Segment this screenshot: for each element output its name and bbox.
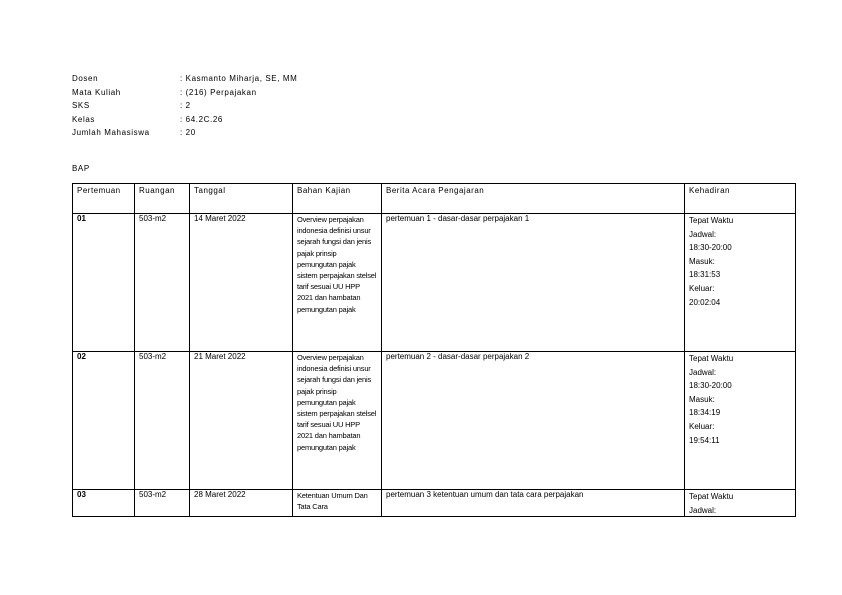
info-label: SKS xyxy=(72,101,90,110)
info-value: : 2 xyxy=(180,101,191,110)
cell-pertemuan: 02 xyxy=(73,352,135,490)
table-header-row xyxy=(73,184,796,214)
bap-table xyxy=(72,183,796,517)
kehadiran-masuk-label: Masuk: xyxy=(689,394,715,404)
cell-berita-acara: pertemuan 1 - dasar-dasar perpajakan 1 xyxy=(382,214,685,352)
cell-bahan-kajian: Overview perpajakan indonesia definisi unsur sejarah fungsi dan jenis pajak prinsip pemungutan pajak sistem perpajakan stelsel tarif sesuai UU HPP 2021 dan hambatan pemungutan pajak xyxy=(293,352,382,490)
cell-tanggal: 21 Maret 2022 xyxy=(190,352,293,490)
header-tanggal: Tanggal xyxy=(190,184,293,214)
header-ruangan: Ruangan xyxy=(135,184,190,214)
header-bahan-kajian: Bahan Kajian xyxy=(293,184,382,214)
cell-pertemuan: 03 xyxy=(73,490,135,517)
kehadiran-status: Tepat Waktu xyxy=(689,216,734,225)
course-info xyxy=(72,72,297,140)
kehadiran-keluar-value: 20:02:04 xyxy=(689,297,721,307)
cell-berita-acara: pertemuan 2 - dasar-dasar perpajakan 2 xyxy=(382,352,685,490)
info-value: : (216) Perpajakan xyxy=(180,87,257,97)
cell-kehadiran xyxy=(685,352,796,490)
header-pertemuan: Pertemuan xyxy=(73,184,135,214)
info-label: Dosen xyxy=(72,74,99,83)
info-label: Mata Kuliah xyxy=(72,87,121,97)
kehadiran-jadwal-value: 18:30-20:00 xyxy=(689,381,732,391)
kehadiran-jadwal-label: Jadwal: xyxy=(689,505,717,515)
kehadiran-keluar-value: 19:54:11 xyxy=(689,435,720,445)
info-row-kelas xyxy=(72,113,297,127)
cell-ruangan: 503-m2 xyxy=(135,490,190,517)
cell-tanggal: 14 Maret 2022 xyxy=(190,214,293,352)
kehadiran-keluar-label: Keluar: xyxy=(689,283,715,293)
cell-ruangan: 503-m2 xyxy=(135,214,190,352)
kehadiran-jadwal-label: Jadwal: xyxy=(689,229,717,239)
kehadiran-status: Tepat Waktu xyxy=(689,492,734,501)
info-label: Kelas xyxy=(72,114,96,124)
kehadiran-masuk-label: Masuk: xyxy=(689,256,715,266)
kehadiran-masuk-value: 18:31:53 xyxy=(689,270,721,280)
cell-kehadiran xyxy=(685,490,796,517)
kehadiran-jadwal-label: Jadwal: xyxy=(689,367,717,377)
table-row xyxy=(73,490,796,517)
info-value: : 64.2C.26 xyxy=(180,114,223,124)
header-berita-acara: Berita Acara Pengajaran xyxy=(382,184,685,214)
cell-bahan-kajian: Overview perpajakan indonesia definisi unsur sejarah fungsi dan jenis pajak prinsip pemungutan pajak sistem perpajakan stelsel tarif sesuai UU HPP 2021 dan hambatan pemungutan pajak xyxy=(293,214,382,352)
info-value: : 20 xyxy=(180,128,196,137)
info-row-jumlah-mahasiswa xyxy=(72,126,297,140)
info-row-sks xyxy=(72,99,297,113)
info-label: Jumlah Mahasiswa xyxy=(72,128,150,137)
info-row-dosen xyxy=(72,72,297,86)
kehadiran-jadwal-value: 18:30-20:00 xyxy=(689,243,732,253)
cell-tanggal: 28 Maret 2022 xyxy=(190,490,293,517)
kehadiran-masuk-value: 18:34:19 xyxy=(689,408,721,418)
table-row xyxy=(73,352,796,490)
cell-kehadiran xyxy=(685,214,796,352)
cell-ruangan: 503-m2 xyxy=(135,352,190,490)
info-value: : Kasmanto Miharja, SE, MM xyxy=(180,74,298,83)
kehadiran-keluar-label: Keluar: xyxy=(689,421,715,431)
cell-pertemuan: 01 xyxy=(73,214,135,352)
bap-heading: BAP xyxy=(72,164,90,173)
info-row-mata-kuliah xyxy=(72,86,297,100)
cell-bahan-kajian: Ketentuan Umum Dan Tata Cara xyxy=(293,490,382,517)
table-row xyxy=(73,214,796,352)
cell-berita-acara: pertemuan 3 ketentuan umum dan tata cara perpajakan xyxy=(382,490,685,517)
kehadiran-status: Tepat Waktu xyxy=(689,354,734,363)
header-kehadiran: Kehadiran xyxy=(685,184,796,214)
